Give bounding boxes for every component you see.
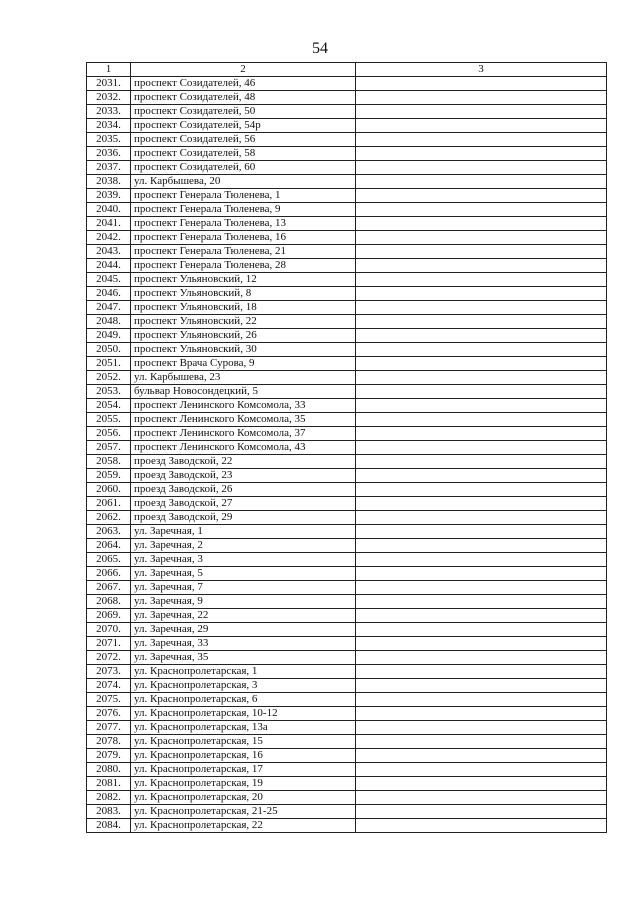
table-row [87,679,607,693]
table-row [87,735,607,749]
row-notes [356,707,607,721]
row-address: бульвар Новосондецкий, 5 [131,385,356,399]
table-row [87,385,607,399]
row-notes [356,385,607,399]
row-address: ул. Заречная, 5 [131,567,356,581]
page-number: 54 [312,40,328,57]
row-number: 2064. [87,539,131,553]
row-notes [356,595,607,609]
row-notes [356,651,607,665]
row-address: ул. Краснопролетарская, 21-25 [131,805,356,819]
row-address: проспект Ленинского Комсомола, 33 [131,399,356,413]
row-notes [356,455,607,469]
row-notes [356,357,607,371]
row-address: ул. Заречная, 1 [131,525,356,539]
row-number: 2053. [87,385,131,399]
row-address: ул. Заречная, 22 [131,609,356,623]
row-address: ул. Заречная, 3 [131,553,356,567]
row-notes [356,749,607,763]
table-row [87,441,607,455]
row-notes [356,119,607,133]
row-number: 2036. [87,147,131,161]
row-number: 2051. [87,357,131,371]
row-address: проспект Врача Сурова, 9 [131,357,356,371]
row-notes [356,259,607,273]
column-header-notes: 3 [356,63,607,77]
row-notes [356,427,607,441]
row-notes [356,343,607,357]
column-header-number: 1 [87,63,131,77]
table-row [87,175,607,189]
row-number: 2047. [87,301,131,315]
table-row [87,581,607,595]
row-notes [356,665,607,679]
row-address: проспект Созидателей, 54р [131,119,356,133]
row-address: ул. Краснопролетарская, 19 [131,777,356,791]
row-number: 2048. [87,315,131,329]
table-row [87,623,607,637]
row-notes [356,147,607,161]
row-notes [356,175,607,189]
table-row [87,273,607,287]
table-row [87,721,607,735]
row-address: ул. Карбышева, 23 [131,371,356,385]
row-notes [356,91,607,105]
table-row [87,609,607,623]
row-notes [356,777,607,791]
row-number: 2078. [87,735,131,749]
table-row [87,819,607,833]
row-address: ул. Краснопролетарская, 10-12 [131,707,356,721]
row-notes [356,819,607,833]
table-body [87,77,607,833]
table-row [87,763,607,777]
table-row [87,189,607,203]
row-notes [356,315,607,329]
table-row [87,791,607,805]
row-notes [356,413,607,427]
table-row [87,427,607,441]
row-address: проезд Заводской, 29 [131,511,356,525]
address-table [86,62,607,833]
row-notes [356,133,607,147]
table-row [87,525,607,539]
row-number: 2074. [87,679,131,693]
row-number: 2065. [87,553,131,567]
row-number: 2073. [87,665,131,679]
table-row [87,77,607,91]
row-number: 2075. [87,693,131,707]
table-row [87,651,607,665]
table-row [87,511,607,525]
row-address: проспект Ленинского Комсомола, 43 [131,441,356,455]
row-notes [356,791,607,805]
row-notes [356,609,607,623]
row-address: проспект Ульяновский, 12 [131,273,356,287]
row-number: 2080. [87,763,131,777]
row-address: ул. Карбышева, 20 [131,175,356,189]
table-row [87,371,607,385]
table-row [87,539,607,553]
table-row [87,483,607,497]
row-notes [356,805,607,819]
row-address: ул. Заречная, 33 [131,637,356,651]
row-number: 2039. [87,189,131,203]
table-row [87,161,607,175]
row-number: 2076. [87,707,131,721]
row-number: 2042. [87,231,131,245]
row-address: проезд Заводской, 22 [131,455,356,469]
row-number: 2050. [87,343,131,357]
row-address: ул. Краснопролетарская, 17 [131,763,356,777]
row-address: проспект Созидателей, 50 [131,105,356,119]
row-number: 2070. [87,623,131,637]
row-address: проезд Заводской, 27 [131,497,356,511]
table-row [87,231,607,245]
row-address: проспект Ульяновский, 26 [131,329,356,343]
table-row [87,315,607,329]
table-row [87,469,607,483]
table-row [87,637,607,651]
table-row [87,287,607,301]
row-notes [356,497,607,511]
row-address: проспект Созидателей, 60 [131,161,356,175]
row-notes [356,245,607,259]
row-notes [356,623,607,637]
row-address: проезд Заводской, 23 [131,469,356,483]
table-row [87,245,607,259]
row-notes [356,273,607,287]
table-row [87,805,607,819]
table-row [87,357,607,371]
table-row [87,749,607,763]
table-row [87,455,607,469]
row-address: ул. Краснопролетарская, 13а [131,721,356,735]
row-number: 2043. [87,245,131,259]
row-address: проспект Ульяновский, 18 [131,301,356,315]
table-row [87,301,607,315]
table-row [87,343,607,357]
row-number: 2062. [87,511,131,525]
row-number: 2055. [87,413,131,427]
row-number: 2067. [87,581,131,595]
row-notes [356,399,607,413]
table-header-row [87,63,607,77]
row-notes [356,371,607,385]
row-notes [356,539,607,553]
row-number: 2056. [87,427,131,441]
row-number: 2057. [87,441,131,455]
row-address: ул. Краснопролетарская, 1 [131,665,356,679]
row-address: ул. Заречная, 9 [131,595,356,609]
row-notes [356,217,607,231]
table-row [87,91,607,105]
row-address: ул. Краснопролетарская, 22 [131,819,356,833]
row-address: проспект Генерала Тюленева, 21 [131,245,356,259]
row-address: проспект Генерала Тюленева, 13 [131,217,356,231]
column-header-address: 2 [131,63,356,77]
row-notes [356,105,607,119]
row-address: проспект Созидателей, 58 [131,147,356,161]
row-notes [356,483,607,497]
row-notes [356,329,607,343]
row-address: ул. Краснопролетарская, 6 [131,693,356,707]
row-number: 2068. [87,595,131,609]
table-row [87,105,607,119]
row-address: проспект Ленинского Комсомола, 35 [131,413,356,427]
row-notes [356,567,607,581]
row-number: 2040. [87,203,131,217]
row-notes [356,553,607,567]
row-number: 2079. [87,749,131,763]
row-number: 2035. [87,133,131,147]
row-number: 2034. [87,119,131,133]
row-notes [356,77,607,91]
row-address: проспект Генерала Тюленева, 16 [131,231,356,245]
row-address: ул. Заречная, 35 [131,651,356,665]
row-address: проспект Генерала Тюленева, 1 [131,189,356,203]
row-number: 2031. [87,77,131,91]
table-row [87,567,607,581]
row-address: проспект Созидателей, 46 [131,77,356,91]
row-number: 2058. [87,455,131,469]
row-address: ул. Заречная, 2 [131,539,356,553]
row-address: проспект Ленинского Комсомола, 37 [131,427,356,441]
row-number: 2059. [87,469,131,483]
row-address: проезд Заводской, 26 [131,483,356,497]
table-row [87,553,607,567]
table-row [87,777,607,791]
table-row [87,217,607,231]
row-notes [356,287,607,301]
row-number: 2071. [87,637,131,651]
row-number: 2077. [87,721,131,735]
row-number: 2082. [87,791,131,805]
row-address: проспект Ульяновский, 8 [131,287,356,301]
row-number: 2032. [87,91,131,105]
row-number: 2041. [87,217,131,231]
row-notes [356,469,607,483]
table-row [87,497,607,511]
row-notes [356,441,607,455]
row-address: ул. Заречная, 7 [131,581,356,595]
table-row [87,147,607,161]
table-row [87,399,607,413]
row-notes [356,637,607,651]
row-number: 2037. [87,161,131,175]
row-address: проспект Ульяновский, 30 [131,343,356,357]
row-notes [356,301,607,315]
table-row [87,203,607,217]
row-number: 2045. [87,273,131,287]
row-address: проспект Созидателей, 56 [131,133,356,147]
row-address: ул. Заречная, 29 [131,623,356,637]
row-notes [356,525,607,539]
row-address: ул. Краснопролетарская, 15 [131,735,356,749]
row-number: 2033. [87,105,131,119]
row-notes [356,511,607,525]
row-address: ул. Краснопролетарская, 16 [131,749,356,763]
row-address: ул. Краснопролетарская, 3 [131,679,356,693]
table-row [87,693,607,707]
row-number: 2049. [87,329,131,343]
row-number: 2072. [87,651,131,665]
row-notes [356,735,607,749]
row-notes [356,231,607,245]
row-number: 2060. [87,483,131,497]
row-address: проспект Ульяновский, 22 [131,315,356,329]
row-notes [356,161,607,175]
table-row [87,413,607,427]
row-notes [356,203,607,217]
row-number: 2061. [87,497,131,511]
row-number: 2066. [87,567,131,581]
row-address: проспект Генерала Тюленева, 28 [131,259,356,273]
row-notes [356,721,607,735]
row-notes [356,189,607,203]
row-notes [356,679,607,693]
row-number: 2054. [87,399,131,413]
table-row [87,595,607,609]
row-address: ул. Краснопролетарская, 20 [131,791,356,805]
table-row [87,259,607,273]
table-row [87,707,607,721]
row-number: 2046. [87,287,131,301]
row-address: проспект Созидателей, 48 [131,91,356,105]
row-number: 2081. [87,777,131,791]
table-row [87,665,607,679]
row-number: 2038. [87,175,131,189]
row-number: 2069. [87,609,131,623]
row-number: 2052. [87,371,131,385]
row-number: 2044. [87,259,131,273]
table-row [87,329,607,343]
row-notes [356,763,607,777]
row-notes [356,693,607,707]
table-row [87,119,607,133]
row-notes [356,581,607,595]
row-number: 2084. [87,819,131,833]
row-address: проспект Генерала Тюленева, 9 [131,203,356,217]
row-number: 2083. [87,805,131,819]
table-row [87,133,607,147]
row-number: 2063. [87,525,131,539]
